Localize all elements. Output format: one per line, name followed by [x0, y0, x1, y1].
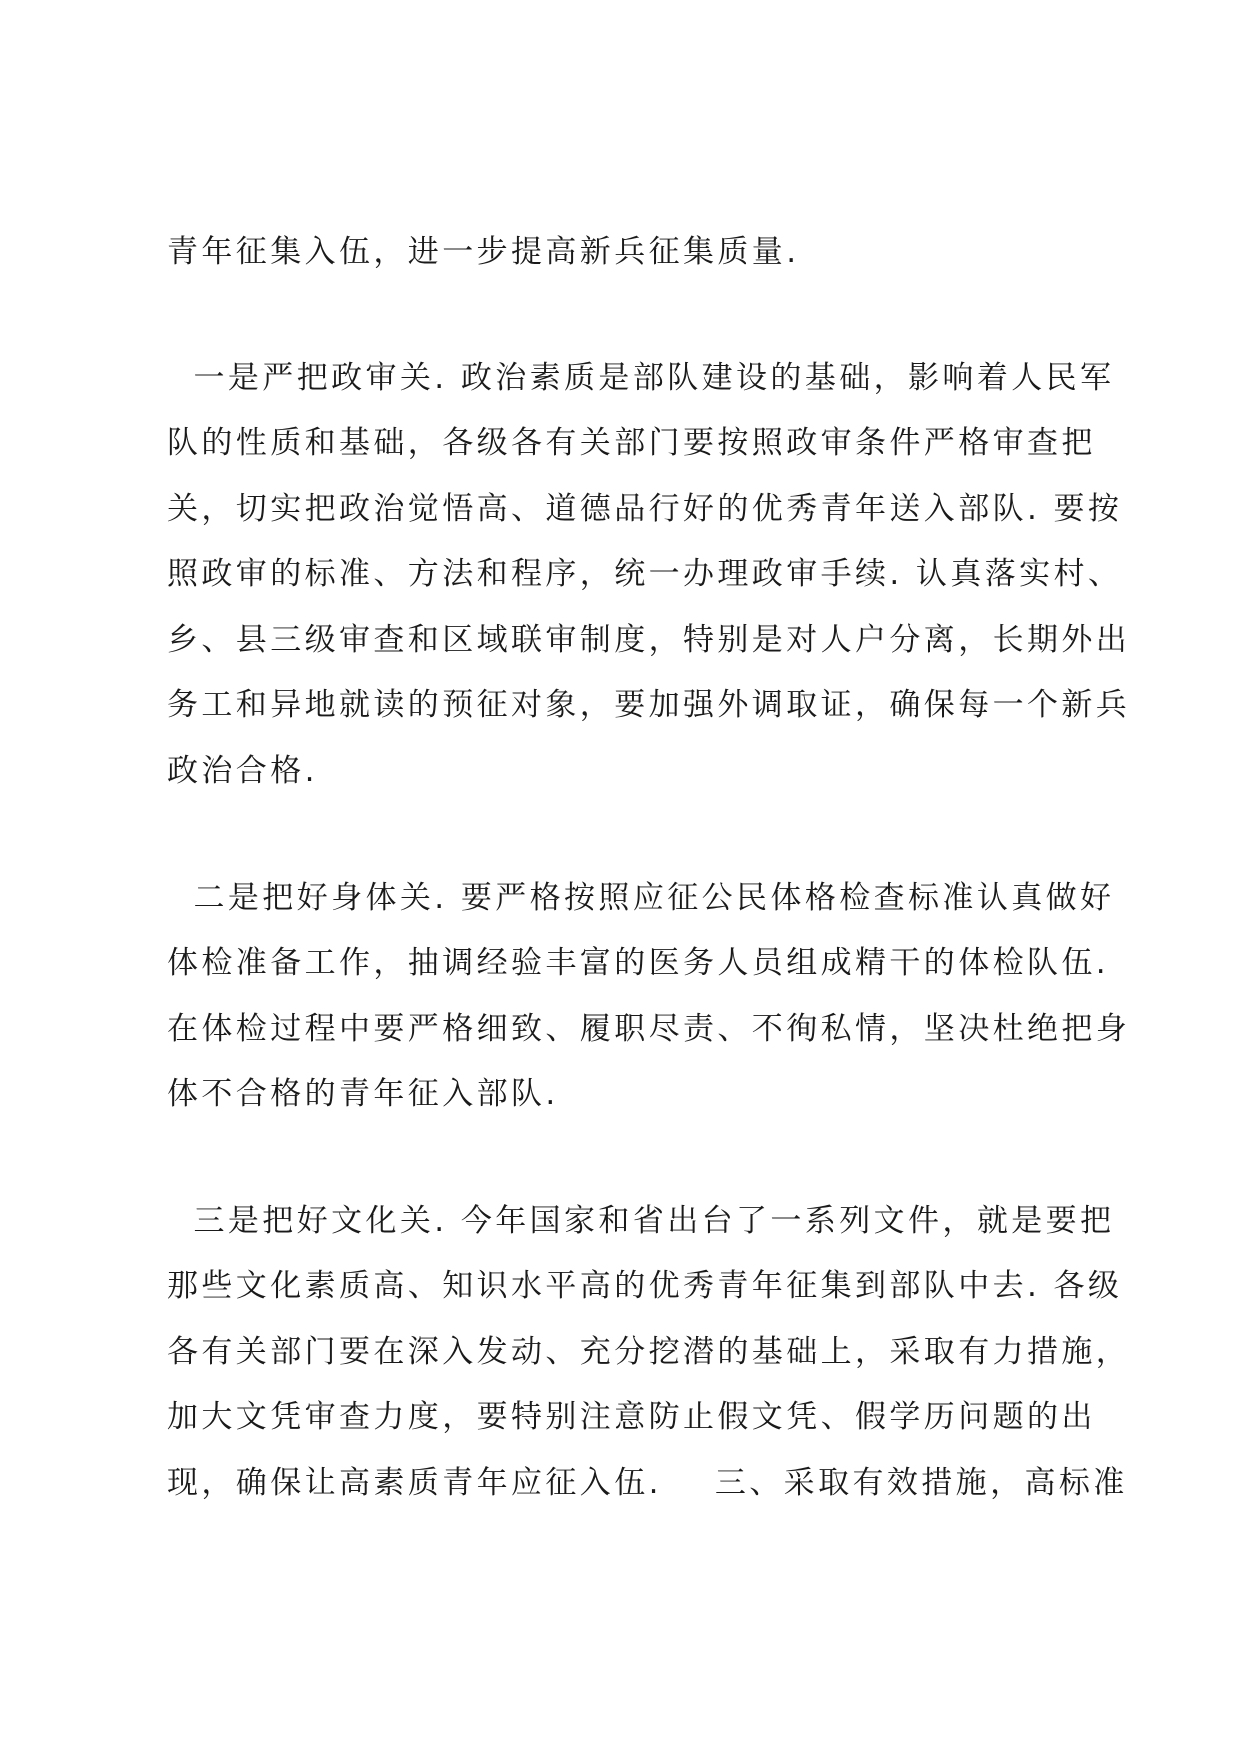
text-line: 体不合格的青年征入部队.	[167, 1076, 559, 1112]
text-line: 那些文化素质高、知识水平高的优秀青年征集到部队中去. 各级	[167, 1268, 1123, 1304]
text-line: 队的性质和基础，各级各有关部门要按照政审条件严格审查把	[167, 425, 1096, 461]
text-line: 三是把好文化关. 今年国家和省出台了一系列文件，就是要把	[167, 1203, 1115, 1239]
text-line: 在体检过程中要严格细致、履职尽责、不徇私情，坚决杜绝把身	[167, 1011, 1131, 1047]
text-line: 加大文凭审查力度，要特别注意防止假文凭、假学历问题的出	[167, 1399, 1096, 1435]
text-line: 体检准备工作，抽调经验丰富的医务人员组成精干的体检队伍.	[167, 945, 1110, 981]
text-line: 各有关部门要在深入发动、充分挖潜的基础上，采取有力措施，	[167, 1334, 1131, 1370]
text-line: 青年征集入伍，进一步提高新兵征集质量.	[167, 234, 800, 270]
text-line: 照政审的标准、方法和程序，统一办理政审手续. 认真落实村、	[167, 556, 1123, 592]
text-line: 二是把好身体关. 要严格按照应征公民体格检查标准认真做好	[167, 880, 1115, 916]
text-line: 现，确保让高素质青年应征入伍. 三、采取有效措施，高标准	[167, 1465, 1128, 1501]
text-line: 政治合格.	[167, 753, 318, 789]
text-line: 一是严把政审关. 政治素质是部队建设的基础，影响着人民军	[167, 360, 1115, 396]
text-line: 乡、县三级审查和区域联审制度，特别是对人户分离，长期外出	[167, 622, 1131, 658]
text-line: 关，切实把政治觉悟高、道德品行好的优秀青年送入部队. 要按	[167, 491, 1123, 527]
text-line: 务工和异地就读的预征对象，要加强外调取证，确保每一个新兵	[167, 687, 1131, 723]
